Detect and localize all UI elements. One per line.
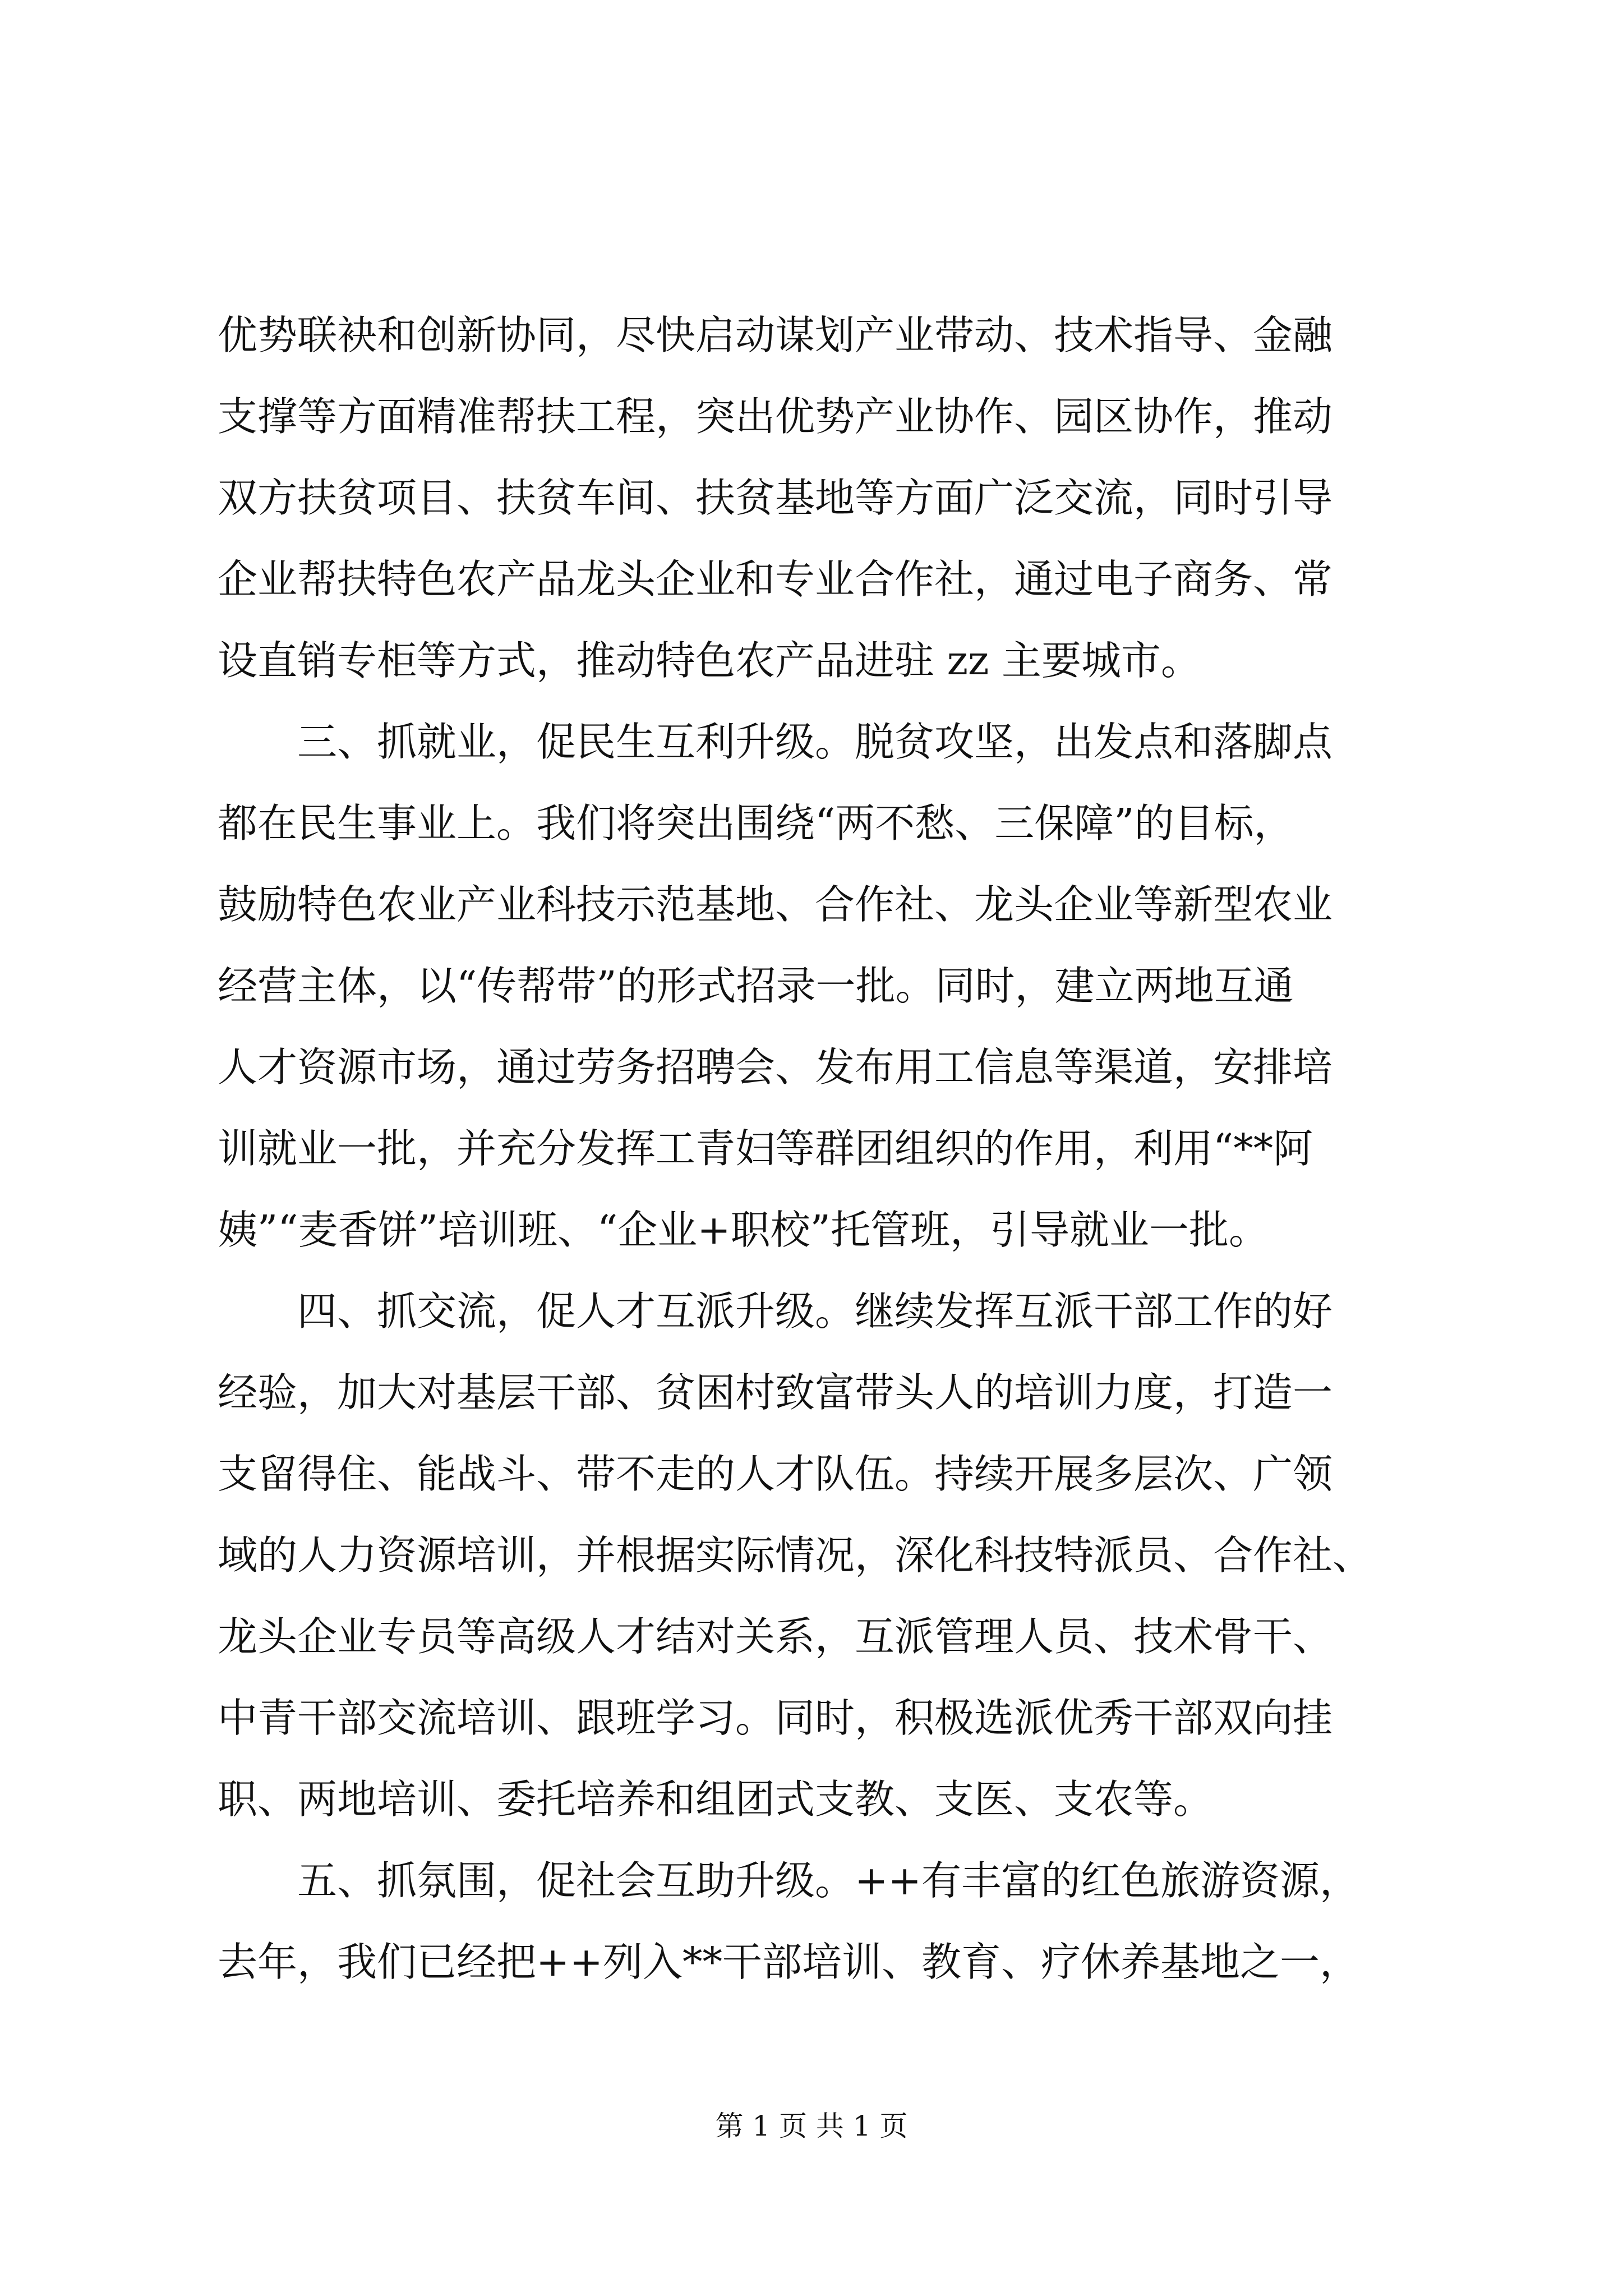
paragraph-start-line: 五、抓氛围，促社会互助升级。++有丰富的红色旅游资源， — [297, 1857, 1359, 1904]
text-line: 支撑等方面精准帮扶工程，突出优势产业协作、园区协作，推动 — [218, 393, 1333, 440]
text-line: 人才资源市场，通过劳务招聘会、发布用工信息等渠道，安排培 — [218, 1044, 1333, 1091]
text-line: 设直销专柜等方式，推动特色农产品进驻 zz 主要城市。 — [218, 637, 1201, 684]
text-line: 优势联袂和创新协同，尽快启动谋划产业带动、技术指导、金融 — [218, 312, 1333, 358]
text-line: 姨”“麦香饼”培训班、“企业+职校”托管班，引导就业一批。 — [218, 1207, 1269, 1253]
paragraph-start-line: 四、抓交流，促人才互派升级。继续发挥互派干部工作的好 — [297, 1288, 1333, 1335]
text-line: 经营主体，以“传帮带”的形式招录一批。同时，建立两地互通 — [218, 963, 1294, 1009]
document-body — [218, 295, 1423, 2003]
text-line: 鼓励特色农业产业科技示范基地、合作社、龙头企业等新型农业 — [218, 881, 1333, 928]
text-line: 支留得住、能战斗、带不走的人才队伍。持续开展多层次、广领 — [218, 1451, 1333, 1497]
text-line: 双方扶贫项目、扶贫车间、扶贫基地等方面广泛交流，同时引导 — [218, 475, 1333, 521]
text-line: 去年，我们已经把++列入**干部培训、教育、疗休养基地之一， — [218, 1939, 1359, 1985]
text-line: 域的人力资源培训，并根据实际情况，深化科技特派员、合作社、 — [218, 1532, 1373, 1579]
text-line: 企业帮扶特色农产品龙头企业和专业合作社，通过电子商务、常 — [218, 556, 1333, 602]
text-line: 龙头企业专员等高级人才结对关系，互派管理人员、技术骨干、 — [218, 1613, 1333, 1660]
text-line: 都在民生事业上。我们将突出围绕“两不愁、三保障”的目标， — [218, 800, 1294, 846]
text-line: 经验，加大对基层干部、贫困村致富带头人的培训力度，打造一 — [218, 1369, 1333, 1416]
text-line: 职、两地培训、委托培养和组团式支教、支医、支农等。 — [218, 1776, 1214, 1823]
text-line: 训就业一批，并充分发挥工青妇等群团组织的作用，利用“**阿 — [218, 1125, 1313, 1172]
text-line: 中青干部交流培训、跟班学习。同时，积极选派优秀干部双向挂 — [218, 1695, 1333, 1741]
page-footer: 第 1 页 共 1 页 — [715, 2110, 908, 2142]
paragraph-start-line: 三、抓就业，促民生互利升级。脱贫攻坚，出发点和落脚点 — [297, 719, 1333, 765]
